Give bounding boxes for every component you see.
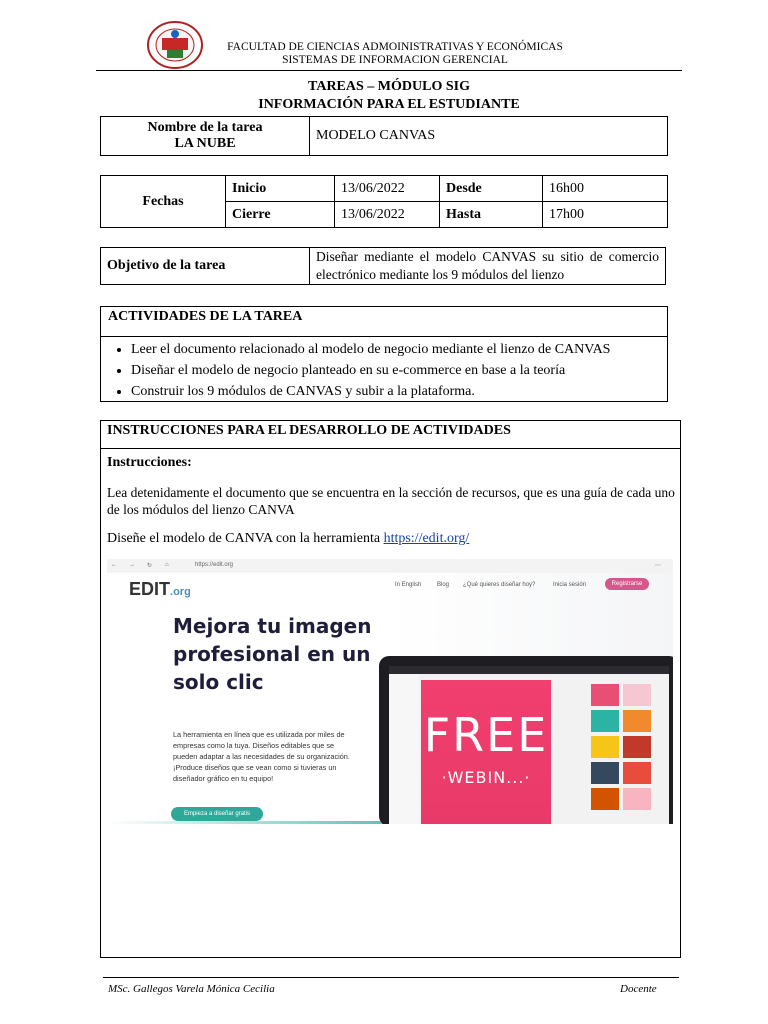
nav-login: Inicia sesión	[553, 582, 587, 588]
tool-text: Diseñe el modelo de CANVA con la herramienta	[107, 531, 384, 546]
objective-table	[100, 247, 666, 285]
from-time: 16h00	[543, 176, 668, 202]
start-label: Inicio	[226, 176, 335, 202]
forward-arrow-icon: →	[129, 562, 135, 568]
template-thumbnail	[591, 736, 619, 758]
editor-topbar	[389, 666, 669, 674]
activity-item: • Leer el documento relacionado al modelo de negocio mediante el lienzo de CANVAS	[131, 339, 667, 360]
footer-divider	[103, 977, 679, 978]
task-name-value: MODELO CANVAS	[310, 117, 668, 156]
instructions-paragraph: Lea detenidamente el documento que se encuentra en la sección de recursos, que es una guía de cada uno de los módulos del lienzo CANVA	[107, 485, 675, 517]
faculty-name: FACULTAD DE CIENCIAS ADMOINISTRATIVAS Y ECONÓMICAS	[227, 41, 563, 53]
start-date: 13/06/2022	[335, 176, 440, 202]
brand-name: EDIT	[129, 579, 171, 599]
task-name-label	[101, 117, 310, 156]
task-name-label-line2: LA NUBE	[174, 136, 236, 151]
monitor-mockup	[379, 656, 673, 824]
browser-toolbar	[107, 559, 673, 573]
nav-in-english: In English	[395, 582, 422, 588]
template-thumbnail	[623, 762, 651, 784]
home-icon: ⌂	[165, 562, 169, 568]
browser-url: https://edit.org	[195, 562, 234, 568]
template-thumbnail	[623, 788, 651, 810]
document-title: TAREAS – MÓDULO SIG	[308, 79, 470, 94]
faculty-heading	[212, 41, 578, 67]
instructions-subheading: Instrucciones:	[107, 455, 192, 470]
to-label: Hasta	[440, 202, 543, 228]
instructions-box	[100, 420, 681, 958]
template-thumbnail	[623, 684, 651, 706]
poster-title: FREE	[423, 708, 549, 762]
task-name-table	[100, 116, 668, 156]
nav-blog: Blog	[437, 582, 450, 588]
editor-sidebar	[389, 674, 419, 824]
browser-menu-icon: ⋯	[655, 563, 661, 569]
monitor-screen	[389, 666, 669, 824]
dates-table	[100, 175, 668, 228]
activities-heading: ACTIVIDADES DE LA TAREA	[101, 307, 667, 337]
template-thumbnail	[623, 710, 651, 732]
dates-label: Fechas	[101, 176, 226, 228]
nav-design: ¿Qué quieres diseñar hoy?	[463, 582, 536, 588]
end-date: 13/06/2022	[335, 202, 440, 228]
template-thumbnail	[591, 762, 619, 784]
header-divider	[96, 70, 682, 71]
start-design-button: Empieza a diseñar gratis	[171, 807, 263, 821]
template-thumbnails	[589, 680, 655, 824]
back-arrow-icon: ←	[111, 562, 117, 568]
program-name: SISTEMAS DE INFORMACION GERENCIAL	[282, 54, 508, 66]
template-thumbnail	[591, 684, 619, 706]
brand-suffix: .org	[170, 586, 191, 598]
poster-subtitle: ·WEBIN...·	[441, 768, 531, 787]
template-thumbnail	[591, 788, 619, 810]
footer-author: MSc. Gallegos Varela Mónica Cecilia	[108, 983, 275, 995]
template-thumbnail	[591, 710, 619, 732]
activities-list	[101, 339, 667, 402]
register-button: Registrarse	[605, 578, 649, 590]
edit-org-logo	[129, 579, 191, 600]
hero-description: La herramienta en línea que es utilizada por miles de empresas como la tuya. Diseños editables que se pueden adaptar a las necesidades de su organización. ¡Produce diseños que se vean como si tuvieras un diseñador gráfico en tu equipo!	[173, 730, 350, 783]
activity-item: • Construir los 9 módulos de CANVAS y subir a la plataforma.	[131, 381, 667, 402]
end-label: Cierre	[226, 202, 335, 228]
free-webinar-poster	[421, 680, 551, 824]
footer-role: Docente	[620, 983, 657, 995]
document-subtitle: INFORMACIÓN PARA EL ESTUDIANTE	[258, 97, 520, 112]
from-label: Desde	[440, 176, 543, 202]
university-logo-icon	[146, 20, 204, 70]
task-name-label-line1: Nombre de la tarea	[147, 120, 263, 135]
objective-text: Diseñar mediante el modelo CANVAS su sitio de comercio electrónico mediante los 9 módulos del lienzo	[310, 248, 666, 285]
edit-org-screenshot	[107, 559, 673, 824]
to-time: 17h00	[543, 202, 668, 228]
edit-org-page	[107, 573, 673, 824]
template-thumbnail	[623, 736, 651, 758]
instructions-tool-line	[107, 531, 469, 547]
hero-heading: Mejora tu imagen profesional en un solo clic	[173, 614, 372, 694]
objective-label: Objetivo de la tarea	[101, 248, 310, 285]
activities-box	[100, 306, 668, 402]
instructions-heading: INSTRUCCIONES PARA EL DESARROLLO DE ACTIVIDADES	[101, 421, 680, 449]
edit-org-link[interactable]: https://edit.org/	[383, 531, 470, 546]
activity-item: • Diseñar el modelo de negocio planteado en su e-commerce en base a la teoría	[131, 360, 667, 381]
reload-icon: ↻	[147, 563, 153, 569]
